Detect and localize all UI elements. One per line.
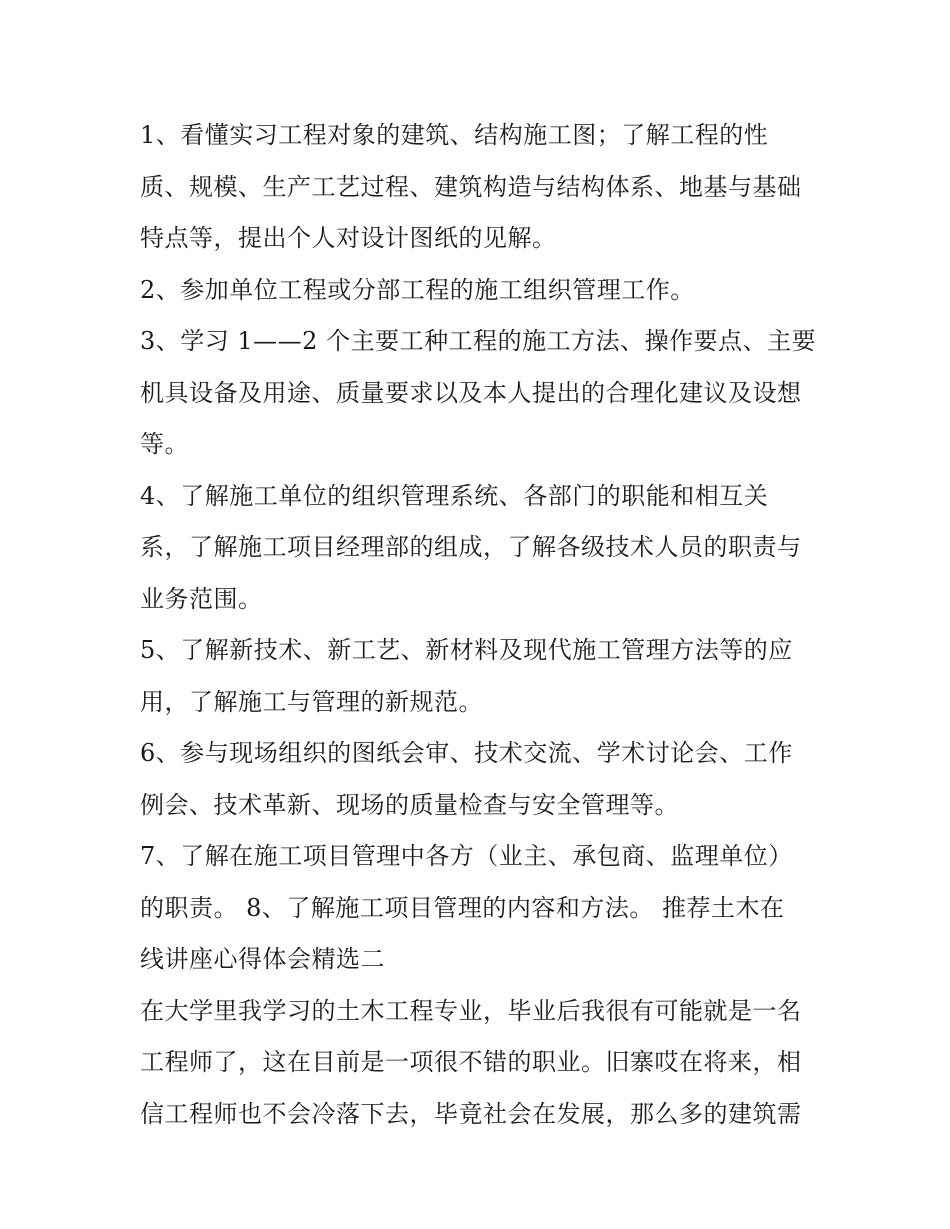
text-line-1: 1、看懂实习工程对象的建筑、结构施工图；了解工程的性 [140, 121, 769, 149]
text-line-14: 例会、技术革新、现场的质量检查与安全管理等。 [140, 790, 679, 819]
text-line-17: 线讲座心得体会精选二 [140, 945, 385, 973]
text-line-2: 质、规模、生产工艺过程、建筑构造与结构体系、地基与基础 [140, 172, 802, 201]
text-line-8: 4、了解施工单位的组织管理系统、各部门的职能和相互关 [140, 481, 769, 510]
text-line-6: 机具设备及用途、质量要求以及本人提出的合理化建议及设想 [140, 378, 802, 407]
text-line-7: 等。 [140, 430, 189, 458]
text-line-18: 在大学里我学习的土木工程专业，毕业后我很有可能就是一名 [140, 996, 802, 1025]
document-body [140, 110, 820, 1140]
text-line-12: 用，了解施工与管理的新规范。 [140, 687, 483, 716]
text-line-4: 2、参加单位工程或分部工程的施工组织管理工作。 [140, 275, 695, 304]
text-line-19: 工程师了，这在目前是一项很不错的职业。旧寨哎在将来，相 [140, 1048, 802, 1076]
text-line-5: 3、学习 1——2 个主要工种工程的施工方法、操作要点、主要 [140, 327, 817, 355]
text-line-13: 6、参与现场组织的图纸会审、技术交流、学术讨论会、工作 [140, 739, 793, 767]
text-line-16: 的职责。 8、了解施工项目管理的内容和方法。 推荐土木在 [140, 893, 785, 922]
text-line-3: 特点等，提出个人对设计图纸的见解。 [140, 224, 557, 252]
text-line-20: 信工程师也不会冷落下去，毕竟社会在发展，那么多的建筑需 [140, 1099, 802, 1128]
text-line-9: 系，了解施工项目经理部的组成，了解各级技术人员的职责与 [140, 533, 802, 561]
text-line-15: 7、了解在施工项目管理中各方（业主、承包商、监理单位） [140, 842, 793, 870]
text-line-10: 业务范围。 [140, 584, 263, 613]
text-line-11: 5、了解新技术、新工艺、新材料及现代施工管理方法等的应 [140, 636, 793, 664]
